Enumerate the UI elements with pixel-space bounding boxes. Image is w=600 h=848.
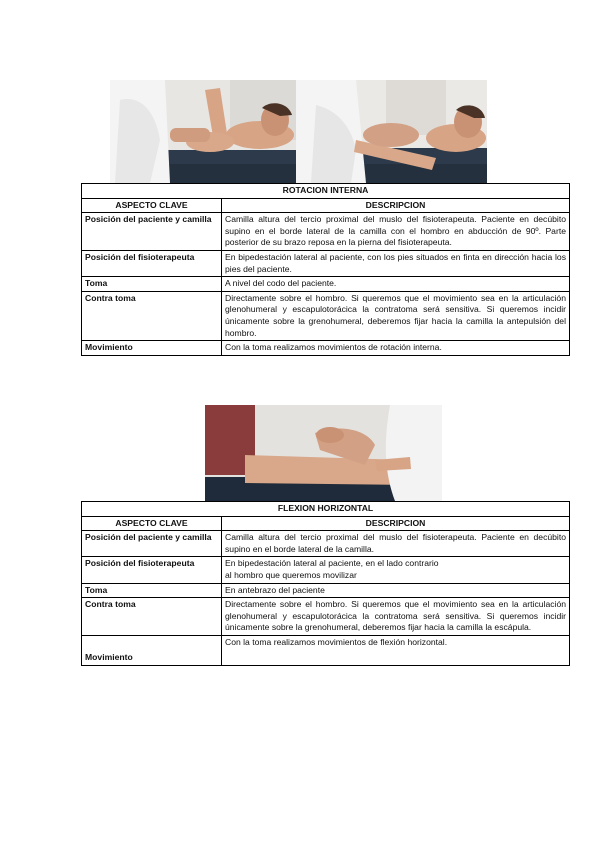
table-row — [82, 213, 570, 251]
table-row — [82, 598, 570, 636]
row-value: Directamente sobre el hombro. Si queremos que el movimiento sea en la articulación glenohumeral y escapulotorácica la contratoma será sensitiva. Si queremos incidir únicamente sobre la grenohumeral, deberemos fijar hacia la camilla la escápula. — [222, 598, 570, 636]
row-value: En bipedestación lateral al paciente, con los pies situados en finta en dirección hacia los pies del paciente. — [222, 250, 570, 276]
rotation-col-desc: DESCRIPCION — [222, 198, 570, 213]
rotation-photo-right-image — [296, 80, 487, 183]
rotation-table-title: ROTACION INTERNA — [82, 184, 570, 199]
table-row — [82, 291, 570, 340]
table-row — [82, 635, 570, 665]
row-key: Posición del fisioterapeuta — [82, 557, 222, 583]
row-key: Contra toma — [82, 598, 222, 636]
flexion-col-key: ASPECTO CLAVE — [82, 516, 222, 531]
row-key: Contra toma — [82, 291, 222, 340]
row-value: Directamente sobre el hombro. Si queremos que el movimiento sea en la articulación glenohumeral y escapulotorácica la contratoma será sensitiva. Si queremos incidir únicamente sobre la grenohumeral, deberemos fijar hacia la camilla la antepulsión del hombro. — [222, 291, 570, 340]
flexion-col-desc: DESCRIPCION — [222, 516, 570, 531]
row-value: En antebrazo del paciente — [222, 583, 570, 598]
row-value: A nivel del codo del paciente. — [222, 277, 570, 292]
table-row — [82, 557, 570, 583]
rotation-col-key: ASPECTO CLAVE — [82, 198, 222, 213]
flexion-photo — [205, 405, 442, 501]
row-key: Posición del paciente y camilla — [82, 531, 222, 557]
rotation-photo-left — [110, 80, 296, 183]
rotation-table — [81, 183, 570, 356]
row-key: Movimiento — [82, 341, 222, 356]
row-value: Camilla altura del tercio proximal del muslo del fisioterapeuta. Paciente en decúbito supino en el borde lateral de la camilla con el hombro en abducción de 90º. Parte posterior de su brazo reposa en la pierna del fisioterapeuta. — [222, 213, 570, 251]
row-value-line: En bipedestación lateral al paciente, en el lado contrario — [225, 558, 439, 569]
row-key: Toma — [82, 583, 222, 598]
row-value: Con la toma realizamos movimientos de flexión horizontal. — [222, 635, 570, 665]
row-key: Movimiento — [82, 635, 222, 665]
table-row — [82, 341, 570, 356]
row-value: Con la toma realizamos movimientos de rotación interna. — [222, 341, 570, 356]
table-row — [82, 583, 570, 598]
row-key: Posición del paciente y camilla — [82, 213, 222, 251]
row-key: Posición del fisioterapeuta — [82, 250, 222, 276]
rotation-photo-right — [296, 80, 487, 183]
table-row — [82, 250, 570, 276]
row-value — [222, 557, 570, 583]
table-row — [82, 531, 570, 557]
rotation-photo-left-image — [110, 80, 296, 183]
flexion-table-title: FLEXION HORIZONTAL — [82, 502, 570, 517]
row-value-line: al hombro que queremos movilizar — [225, 569, 357, 580]
flexion-table — [81, 501, 570, 666]
row-key: Toma — [82, 277, 222, 292]
table-row — [82, 277, 570, 292]
flexion-photo-image — [205, 405, 442, 501]
row-value: Camilla altura del tercio proximal del muslo del fisioterapeuta. Paciente en decúbito supino en el borde lateral de la camilla. — [222, 531, 570, 557]
